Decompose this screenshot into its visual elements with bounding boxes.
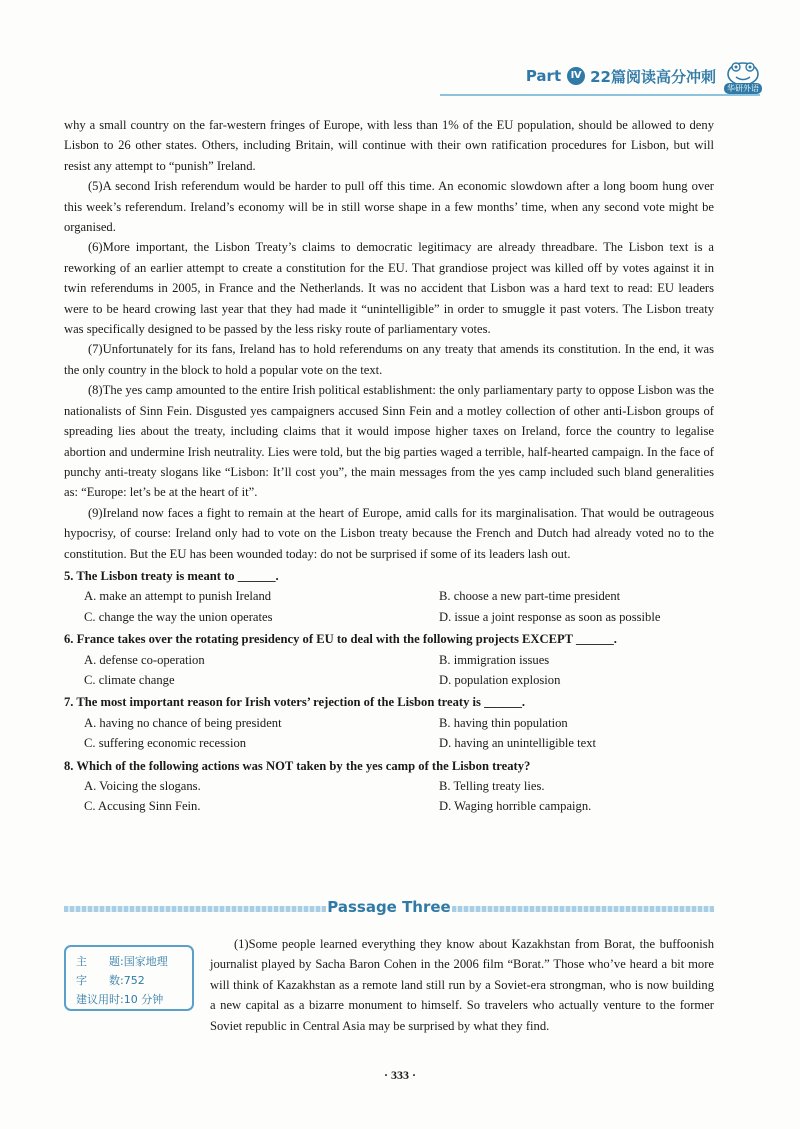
option[interactable]: D. Waging horrible campaign. [439, 799, 592, 814]
page-number: · 333 · [383, 1068, 416, 1082]
page-header [526, 58, 762, 94]
question-stem: 6. France takes over the rotating presidency of EU to deal with the following projects EXCEPT ______. [64, 632, 617, 647]
header-rule [440, 94, 760, 96]
option[interactable]: B. choose a new part-time president [439, 589, 621, 604]
question-stem: 5. The Lisbon treaty is meant to ______. [64, 568, 279, 583]
article-body [64, 115, 714, 817]
part-number-badge: Ⅳ [567, 67, 585, 85]
option[interactable]: C. suffering economic recession [84, 736, 247, 751]
publisher-logo [724, 58, 762, 94]
option[interactable]: C. Accusing Sinn Fein. [84, 799, 201, 814]
option[interactable]: C. climate change [84, 672, 175, 687]
passage-divider [64, 898, 714, 920]
passage-title: Passage Three [327, 898, 451, 916]
question-stem: 8. Which of the following actions was NOT taken by the yes camp of the Lisbon treaty? [64, 758, 531, 773]
paragraph: why a small country on the far-western fringes of Europe, with less than 1% of the EU population, should be allowed to deny Lisbon to 26 other states. Others, including Britain, will continue with their own ratification procedures for Lisbon, but will resist any attempt to “punish” Ireland. [64, 118, 714, 173]
paragraph: (1)Some people learned everything they know about Kazakhstan from Borat, the buffoonish journalist played by Sacha Baron Cohen in the 2006 film “Borat.” Those who’ve heard a bit more will think of Kazakhstan as a remote land still run by a Soviet-era strongman, who is now building a new capital as a bizarre monument to himself. So travelers who actually venture to the former Soviet republic in Central Asia may be surprised by what they find. [210, 937, 714, 1033]
paragraph: (7)Unfortunately for its fans, Ireland has to hold referendums on any treaty that amends its constitution. In the end, it was the only country in the block to hold a popular vote on the text. [64, 342, 714, 377]
option[interactable]: B. immigration issues [439, 652, 550, 667]
option[interactable]: A. make an attempt to punish Ireland [84, 589, 272, 604]
paragraph: (8)The yes camp amounted to the entire Irish political establishment: the only parliamentary party to oppose Lisbon was the nationalists of Sinn Fein. Disgusted yes campaigners accused Sinn Fein and a motley collection of other anti-Lisbon groups of spreading lies about the treaty, including claims that it would impose higher taxes on Ireland, force the country to legalise abortion and undermine Irish neutrality. Lies were told, but the big parties waged a terrible, half-hearted campaign. In the face of punchy anti-treaty slogans like “Lisbon: It’ll cost you”, the main messages from the yes camp included such bland generalities as: “Europe: let’s be at the heart of it”. [64, 383, 714, 500]
option[interactable]: B. having thin population [439, 715, 568, 730]
divider-bar-right [452, 906, 714, 912]
section-heading [526, 66, 716, 87]
option[interactable]: A. defense co-operation [84, 652, 205, 667]
info-wordcount: 字 数:752 [76, 974, 145, 987]
question-options [64, 713, 714, 754]
part-label: Part [525, 67, 562, 85]
section-title: 22篇阅读高分冲刺 [590, 67, 716, 86]
frog-logo-icon [724, 58, 762, 86]
option[interactable]: D. population explosion [439, 672, 561, 687]
info-suggested-time: 建议用时:10 分钟 [76, 993, 164, 1006]
question-options [64, 776, 714, 817]
paragraph: (9)Ireland now faces a fight to remain at the heart of Europe, amid calls for its marginalisation. That would be outrageous hypocrisy, of course: Ireland only had to vote on the Lisbon treaty because the French and Dutch had already voted no to the constitution. But the EU has been wounded today: do not be surprised if some of its leaders lash out. [64, 505, 714, 561]
option[interactable]: C. change the way the union operates [84, 609, 273, 624]
paragraph: (6)More important, the Lisbon Treaty’s claims to democratic legitimacy are already threadbare. The Lisbon text is a reworking of an earlier attempt to create a constitution for the EU. That grandiose project was killed off by votes against it in twin referendums in 2005, in France and the Netherlands. It was no accident that Lisbon was a hard text to read: EU leaders were to be heard crowing last year that they had made it “unintelligible” in order to smuggle it past voters. The Lisbon treaty was specifically designed to be passed by the less risky route of parliamentary votes. [64, 240, 714, 337]
option[interactable]: D. having an unintelligible text [439, 736, 597, 751]
question-options [64, 650, 714, 691]
passage-info-box [64, 945, 194, 1011]
paragraph: (5)A second Irish referendum would be harder to pull off this time. An economic slowdown after a long boom hung over this week’s referendum. Ireland’s economy will be in still worse shape in a few months’ time, when any second vote might be organised. [64, 179, 714, 235]
question-options [64, 586, 714, 627]
option[interactable]: A. Voicing the slogans. [84, 779, 201, 793]
option[interactable]: D. issue a joint response as soon as possible [439, 609, 661, 624]
option[interactable]: B. Telling treaty lies. [439, 779, 545, 793]
question-stem: 7. The most important reason for Irish voters’ rejection of the Lisbon treaty is ______. [64, 695, 526, 710]
info-topic: 主 题:国家地理 [76, 955, 168, 968]
option[interactable]: A. having no chance of being president [84, 715, 282, 730]
logo-text: 华研外语 [724, 83, 762, 94]
